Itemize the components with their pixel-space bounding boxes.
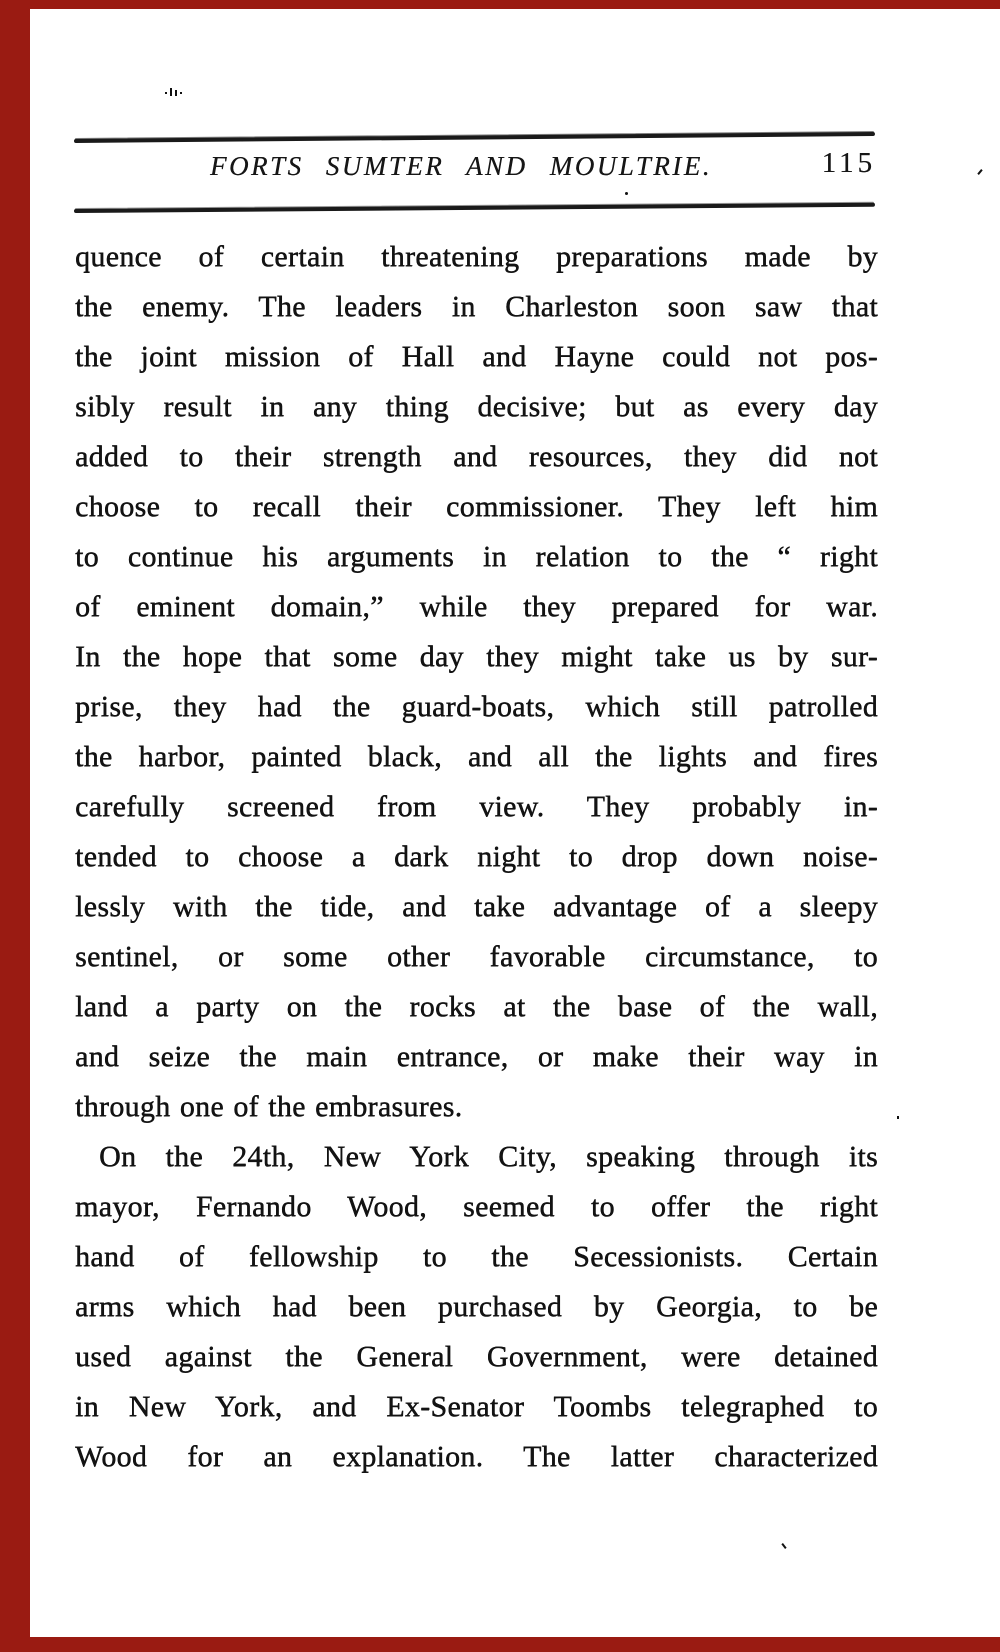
text-line: hand of fellowship to the Secessionists. Certain bbox=[75, 1240, 878, 1273]
ink-speck bbox=[781, 1543, 786, 1549]
running-head bbox=[76, 147, 878, 193]
text-line: land a party on the rocks at the base of the wall, bbox=[75, 990, 878, 1023]
running-head-title: FORTS SUMTER AND MOULTRIE. bbox=[210, 151, 712, 181]
text-line: the enemy. The leaders in Charleston soon saw that bbox=[75, 290, 878, 323]
page-number: 115 bbox=[821, 147, 876, 179]
text-line: sibly result in any thing decisive; but as every day bbox=[75, 390, 878, 423]
text-line: In the hope that some day they might take us by sur- bbox=[75, 640, 878, 673]
ink-speck bbox=[175, 90, 177, 96]
text-line: to continue his arguments in relation to the “ right bbox=[75, 540, 878, 573]
ink-speck bbox=[897, 1116, 899, 1119]
text-line: used against the General Government, were detained bbox=[75, 1340, 878, 1373]
text-line: Wood for an explanation. The latter characterized bbox=[75, 1440, 878, 1473]
ink-speck bbox=[625, 192, 628, 195]
text-line: arms which had been purchased by Georgia, to be bbox=[75, 1290, 878, 1323]
text-line: carefully screened from view. They probably in- bbox=[75, 790, 878, 823]
text-line: sentinel, or some other favorable circumstance, to bbox=[75, 940, 878, 973]
text-line: added to their strength and resources, they did not bbox=[75, 440, 878, 473]
book-edge-left bbox=[0, 0, 30, 1652]
text-line: in New York, and Ex-Senator Toombs telegraphed to bbox=[75, 1390, 878, 1423]
text-line-paragraph-start: On the 24th, New York City, speaking through its bbox=[99, 1140, 878, 1173]
text-line: of eminent domain,” while they prepared for war. bbox=[75, 590, 878, 623]
text-line-paragraph-end: through one of the embrasures. bbox=[75, 1090, 463, 1123]
text-line: the joint mission of Hall and Hayne could not pos- bbox=[75, 340, 878, 373]
ink-speck bbox=[977, 169, 982, 175]
ink-speck bbox=[180, 92, 182, 94]
text-line: the harbor, painted black, and all the lights and fires bbox=[75, 740, 878, 773]
header-rule-top bbox=[74, 132, 875, 143]
text-line: and seize the main entrance, or make their way in bbox=[75, 1040, 878, 1073]
text-line: choose to recall their commissioner. They left him bbox=[75, 490, 878, 523]
text-line: prise, they had the guard-boats, which still patrolled bbox=[75, 690, 878, 723]
text-line: quence of certain threatening preparations made by bbox=[75, 240, 878, 273]
book-edge-bottom bbox=[0, 1637, 1000, 1652]
header-rule-bottom bbox=[74, 203, 875, 213]
body-text-block bbox=[75, 232, 878, 1482]
text-line: tended to choose a dark night to drop down noise- bbox=[75, 840, 878, 873]
ink-speck bbox=[170, 88, 172, 96]
book-edge-top bbox=[0, 0, 1000, 9]
text-line: mayor, Fernando Wood, seemed to offer the right bbox=[75, 1190, 878, 1223]
ink-speck bbox=[165, 92, 167, 94]
text-line: lessly with the tide, and take advantage of a sleepy bbox=[75, 890, 878, 923]
